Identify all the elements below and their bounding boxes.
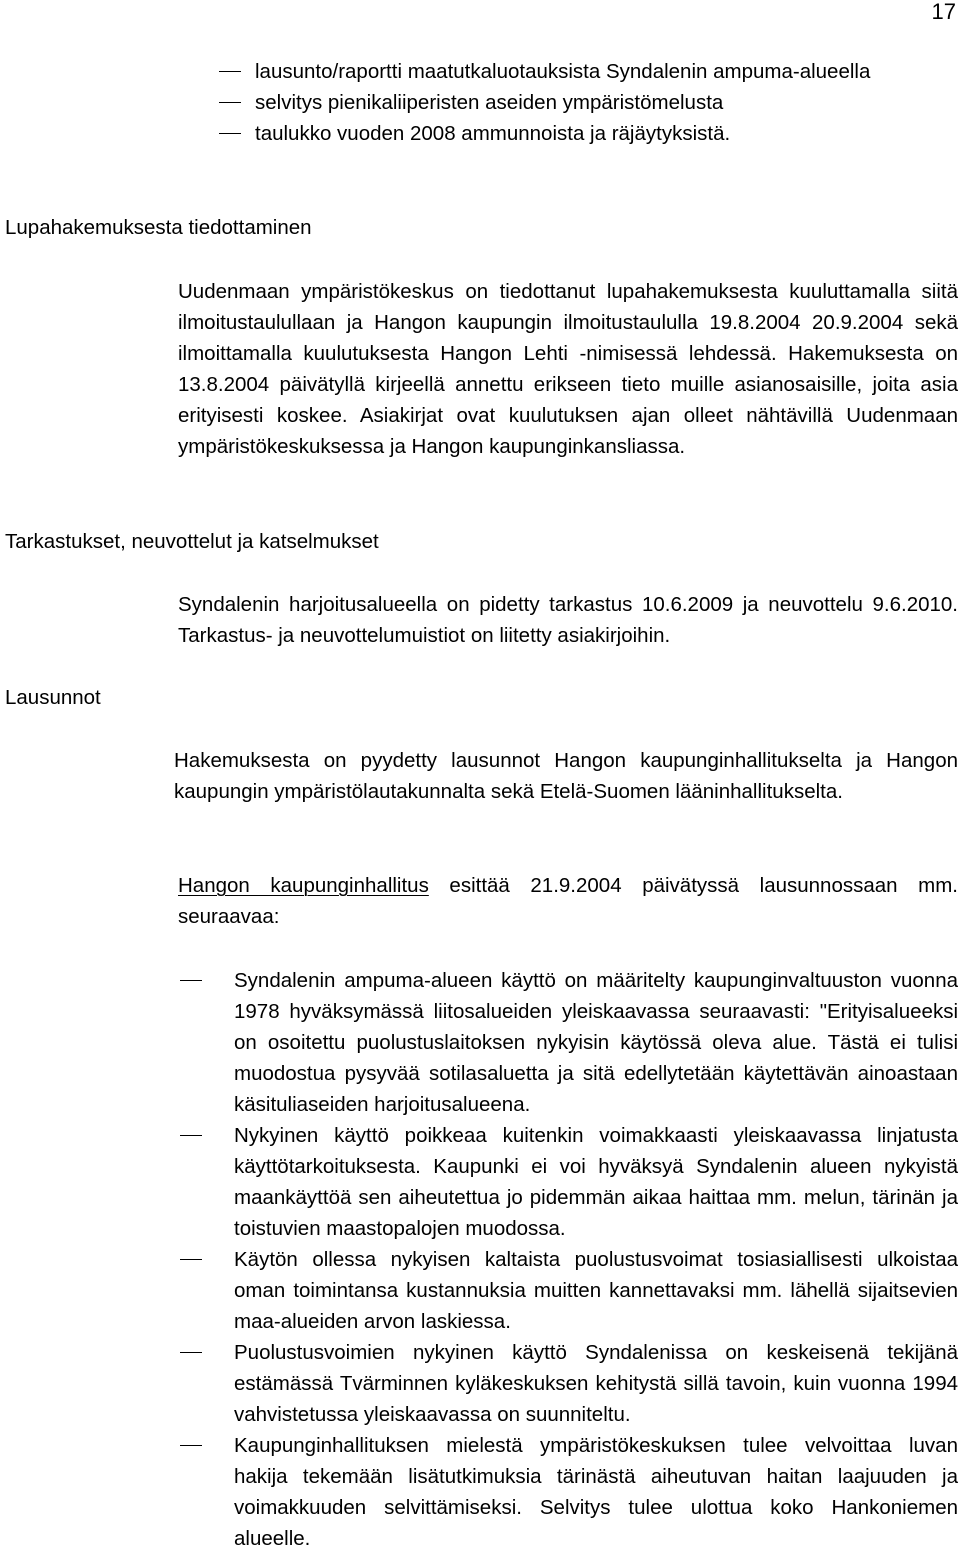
list-item <box>234 1430 958 1554</box>
statement-intro <box>178 870 958 932</box>
list-item <box>255 56 958 87</box>
list-item-text: Nykyinen käyttö poikkeaa kuitenkin voimakkaasti yleiskaavassa linjatusta käyttötarkoituksesta. Kaupunki ei voi hyväksyä Syndalenin alueen nykyistä maankäyttöä sen aiheutettua jo pidemmän aikaa haittaa mm. melun, tärinän ja toistuvien maastopalojen muodossa. <box>234 1124 958 1240</box>
list-item <box>234 1120 958 1244</box>
section-paragraph <box>174 745 958 807</box>
paragraph-text <box>178 870 958 932</box>
dash-bullet <box>180 1352 202 1353</box>
list-item-text: Syndalenin ampuma-alueen käyttö on määritelty kaupunginvaltuuston vuonna 1978 hyväksymässä liitosalueiden yleiskaavassa seuraavasti: "Erityisalueeksi on osoitettu puolustuslaitoksen nykyisin käytössä oleva alue. Tästä ei tulisi muodostua pysyvää sotilasaluetta ja sitä edellytetään käytettävän ainoastaan käsituliaseiden harjoitusalueena. <box>234 969 958 1116</box>
paragraph-text: Hakemuksesta on pyydetty lausunnot Hangon kaupunginhallitukselta ja Hangon kaupungin ympäristölautakunnalta sekä Etelä-Suomen lääninhallitukselta. <box>174 749 958 803</box>
list-item <box>234 1244 958 1337</box>
list-item-text: Puolustusvoimien nykyinen käyttö Syndalenissa on keskeisenä tekijänä estämässä Tvärminnen kyläkeskuksen kehitystä sillä tavoin, kuin vuonna 1994 vahvistetussa yleiskaavassa on suunniteltu. <box>234 1341 958 1426</box>
list-item <box>234 1337 958 1430</box>
dash-bullet <box>180 980 202 981</box>
dash-bullet <box>180 1259 202 1260</box>
list-item-text: taulukko vuoden 2008 ammunnoista ja räjäytyksistä. <box>255 122 731 145</box>
section-heading: Lupahakemuksesta tiedottaminen <box>5 216 312 239</box>
section-paragraph <box>178 276 958 462</box>
list-item-text: Kaupunginhallituksen mielestä ympäristökeskuksen tulee velvoittaa luvan hakija tekemään lisätutkimuksia tärinästä aiheutuvan haitan laajuuden ja voimakkuuden selvittämiseksi. Selvitys tulee ulottua koko Hankoniemen alueelle. <box>234 1434 958 1550</box>
paragraph-text: Syndalenin harjoitusalueella on pidetty tarkastus 10.6.2009 ja neuvottelu 9.6.2010. Tarkastus- ja neuvottelumuistiot on liitetty asiakirjoihin. <box>178 593 958 647</box>
list-item-text: Käytön ollessa nykyisen kaltaista puolustusvoimat tosiasiallisesti ulkoistaa oman toimintansa kustannuksia muitten kannettavaksi mm. lähellä sijaitsevien maa-alueiden arvon laskiessa. <box>234 1248 958 1333</box>
section-heading: Tarkastukset, neuvottelut ja katselmukset <box>5 530 379 553</box>
dash-bullet <box>180 1445 202 1446</box>
dash-bullet <box>180 1135 202 1136</box>
page-number: 17 <box>931 0 956 24</box>
dash-bullet <box>219 133 241 134</box>
section-heading: Lausunnot <box>5 686 101 709</box>
list-item <box>234 965 958 1120</box>
statement-intro-text: esittää 21.9.2004 päivätyssä lausunnossaan mm. seuraavaa: <box>178 874 958 928</box>
section-paragraph <box>178 589 958 651</box>
dash-bullet <box>219 102 241 103</box>
paragraph-text: Uudenmaan ympäristökeskus on tiedottanut lupahakemuksesta kuuluttamalla siitä ilmoitustaulullaan ja Hangon kaupungin ilmoitustaululla 19.8.2004 20.9.2004 sekä ilmoittamalla kuulutuksesta Hangon Lehti -nimisessä lehdessä. Hakemuksesta on 13.8.2004 päivätyllä kirjeellä annettu erikseen tieto muille asianosaisille, joita asia erityisesti koskee. Asiakirjat ovat kuulutuksen ajan olleet nähtävillä Uudenmaan ympäristökeskuksessa ja Hangon kaupunginkansliassa. <box>178 280 958 458</box>
top-list <box>255 56 958 149</box>
list-item-text: selvitys pienikaliiperisten aseiden ympäristömelusta <box>255 91 724 114</box>
statement-author: Hangon kaupunginhallitus <box>178 874 429 897</box>
statement-list <box>234 965 958 1554</box>
list-item-text: lausunto/raportti maatutkaluotauksista Syndalenin ampuma-alueella <box>255 60 871 83</box>
list-item <box>255 118 958 149</box>
list-item <box>255 87 958 118</box>
dash-bullet <box>219 71 241 72</box>
